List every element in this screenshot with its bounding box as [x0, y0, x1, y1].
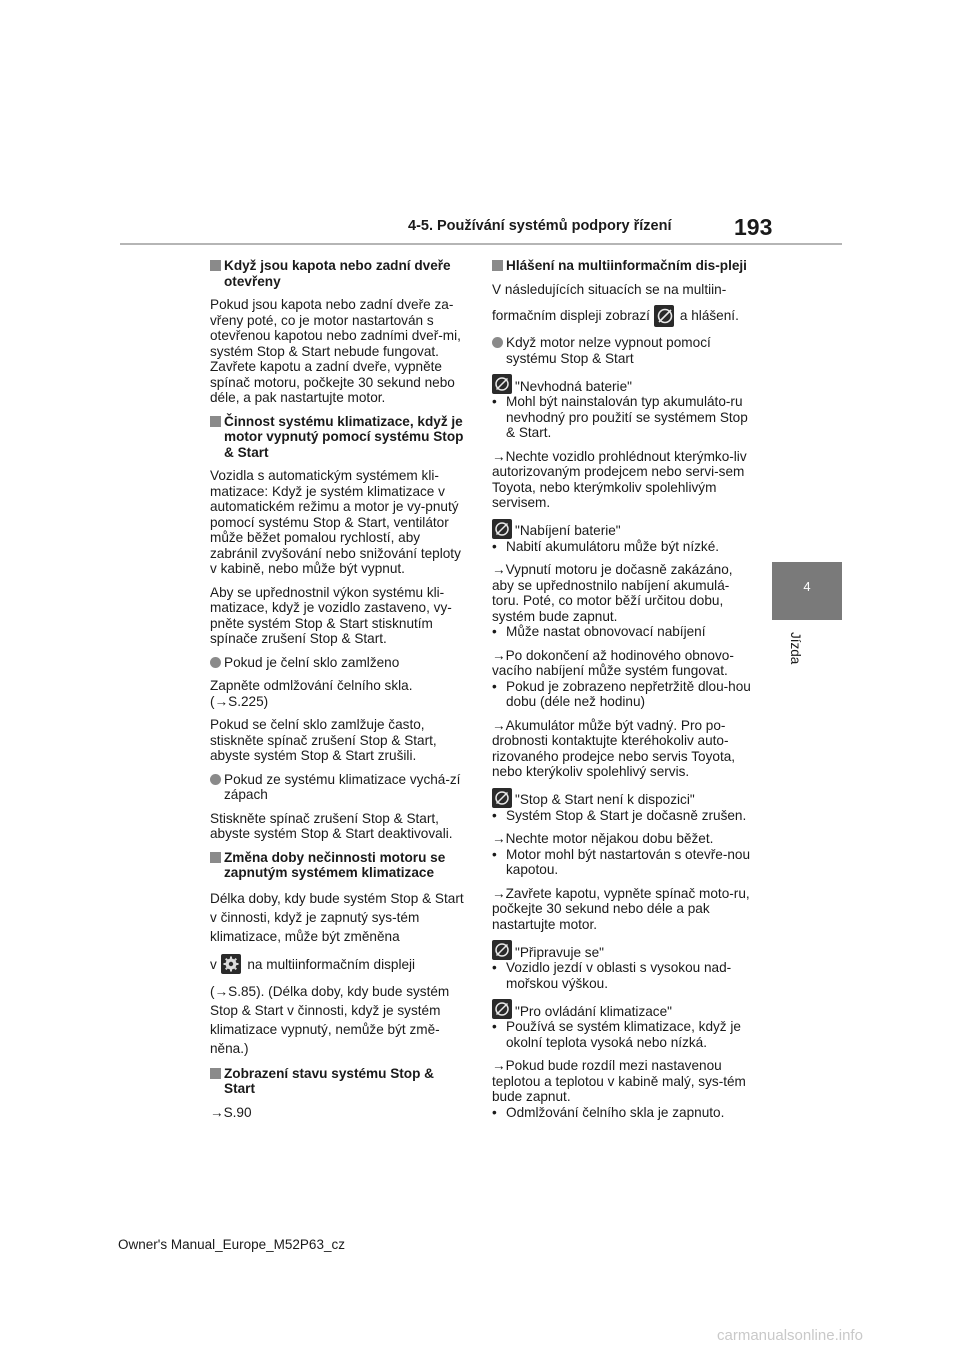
stop-start-indicator-icon: [492, 374, 512, 394]
section-heading: Činnost systému klimatizace, když je motor vypnutý pomocí systému Stop & Start: [210, 414, 468, 461]
section-heading: Zobrazení stavu systému Stop & Start: [210, 1066, 468, 1097]
paragraph: Vozidla s automatickým systémem kli-matizace: Když je systém klimatizace v automatickém režimu a motor je vy-pnutý pomocí systému Stop & Start, ventilátor může běžet pomalou rychlostí, aby zabránil zvyšování nebo snižování teploty v kabině, nebo může být vypnut.: [210, 468, 461, 576]
message-block: "Připravuje se" • Vozidlo jezdí v oblasti s vysokou nad-mořskou výškou.: [492, 940, 754, 991]
round-bullet-item: Pokud ze systému klimatizace vychá-zí zápach: [210, 772, 468, 803]
section-heading: Když jsou kapota nebo zadní dveře otevřeny: [210, 258, 468, 289]
stop-start-indicator-icon: [492, 940, 512, 960]
paragraph: Délka doby, kdy bude systém Stop & Start v činnosti, když je zapnutý sys-tém klimatizace, může být změněna: [210, 890, 464, 944]
page-reference: (→S.225): [210, 693, 269, 709]
message-block: "Nabíjení baterie" • Nabití akumulátoru může být nízké.: [492, 519, 754, 555]
action-paragraph: →Pokud bude rozdíl mezi nastavenou teplotou a teplotou v kabině malý, sys-tém bude zapnut. • Odmlžování čelního skla je zapnuto.: [492, 1058, 746, 1120]
stop-start-indicator-icon: [492, 999, 512, 1019]
watermark: carmanualsonline.info: [717, 1327, 863, 1344]
paragraph: Stiskněte spínač zrušení Stop & Start, abyste systém Stop & Start deaktivovali.: [210, 810, 453, 841]
square-bullet-icon: [210, 852, 221, 863]
chapter-label: Jízda: [788, 632, 803, 665]
paragraph: Zapněte odmlžování čelního skla. (→S.225): [210, 678, 468, 709]
message-block: "Stop & Start není k dispozici" • Systém Stop & Start je dočasně zrušen.: [492, 788, 754, 824]
chapter-tab: 4: [772, 562, 842, 620]
page-reference: →S.90: [210, 1104, 252, 1120]
section-heading: Hlášení na multiinformačním dis-pleji: [492, 258, 754, 274]
paragraph: formačním displeji zobrazí a hlášení.: [492, 305, 754, 327]
stop-start-indicator-icon: [492, 519, 512, 539]
action-paragraph: →Zavřete kapotu, vypněte spínač moto-ru, počkejte 30 sekund nebo déle a pak nastartujte motor.: [492, 885, 750, 932]
paragraph: Pokud se čelní sklo zamlžuje často, stiskněte spínač zrušení Stop & Start, abyste systém Stop & Start zrušili.: [210, 717, 437, 763]
paragraph: v na multiinformačním displeji: [210, 954, 468, 974]
paragraph: Aby se upřednostnil výkon systému kli-matizace, když je vozidlo zastaveno, vy-pněte systém Stop & Start stisknutím spínače zrušení Stop & Start.: [210, 584, 452, 646]
square-bullet-icon: [492, 260, 503, 271]
circle-bullet-icon: [210, 774, 221, 785]
square-bullet-icon: [210, 1068, 221, 1079]
circle-bullet-icon: [210, 657, 221, 668]
left-column: [210, 258, 468, 1128]
gear-settings-icon: [221, 954, 241, 974]
action-paragraph: →Nechte vozidlo prohlédnout kterýmko-liv autorizovaným prodejcem nebo servi-sem Toyota, nebo kterýmkoliv spolehlivým servisem.: [492, 448, 747, 510]
section-title: 4-5. Používání systémů podpory řízení: [408, 218, 672, 234]
message-title: "Nevhodná baterie": [515, 378, 632, 394]
round-bullet-item: Pokud je čelní sklo zamlženo: [210, 655, 468, 671]
action-paragraph: →Vypnutí motoru je dočasně zakázáno, aby se upřednostnilo nabíjení akumulá-toru. Poté, co motor běží určitou dobu, systém bude zapnut. • Může nastat obnovovací nabíjení: [492, 562, 733, 639]
right-column: [492, 258, 754, 1128]
stop-start-indicator-icon: [492, 788, 512, 808]
paragraph: V následujících situacích se na multiin-: [492, 281, 727, 297]
circle-bullet-icon: [492, 337, 503, 348]
page-number: 193: [734, 214, 773, 240]
round-bullet-item: Když motor nelze vypnout pomocí systému Stop & Start: [492, 335, 754, 366]
stop-start-indicator-icon: [654, 305, 674, 327]
paragraph: (→S.85). (Délka doby, kdy bude systém Stop & Start v činnosti, když je systém klimatizace vypnutý, nemůže být změ-něna.): [210, 983, 450, 1056]
square-bullet-icon: [210, 416, 221, 427]
section-heading: Změna doby nečinnosti motoru se zapnutým systémem klimatizace: [210, 850, 468, 881]
message-title: "Nabíjení baterie": [515, 523, 621, 538]
footer-text: Owner's Manual_Europe_M52P63_cz: [118, 1237, 345, 1252]
message-title: "Stop & Start není k dispozici": [515, 792, 695, 807]
action-paragraph: →Akumulátor může být vadný. Pro po-drobnosti kontaktujte kteréhokoliv auto-rizovaného prodejce nebo servis Toyota, nebo kterýkoliv spolehlivý servis.: [492, 717, 736, 779]
header-divider: [120, 243, 842, 245]
action-paragraph: →Po dokončení až hodinového obnovo-vacího nabíjení může systém fungovat. • Pokud je zobrazeno nepřetržitě dlou-hou dobu (déle než hodinu): [492, 647, 751, 709]
message-title: "Připravuje se": [515, 944, 604, 960]
message-title: "Pro ovládání klimatizace": [515, 1003, 672, 1019]
action-paragraph: →Nechte motor nějakou dobu běžet. • Motor mohl být nastartován s otevře-nou kapotou.: [492, 831, 751, 877]
message-block: "Nevhodná baterie" • Mohl být nainstalován typ akumuláto-ru nevhodný pro použití se systémem Stop & Start.: [492, 374, 754, 441]
square-bullet-icon: [210, 260, 221, 271]
message-block: "Pro ovládání klimatizace" • Používá se systém klimatizace, když je okolní teplota vysoká nebo nízká.: [492, 999, 754, 1050]
paragraph: Pokud jsou kapota nebo zadní dveře za-vřeny poté, co je motor nastartován s otevřenou kapotou nebo zadními dveř-mi, systém Stop & Start nebude fungovat. Zavřete kapotu a zadní dveře, vypněte spínač motoru, počkejte 30 sekund nebo déle, a pak nastartujte motor.: [210, 297, 461, 405]
